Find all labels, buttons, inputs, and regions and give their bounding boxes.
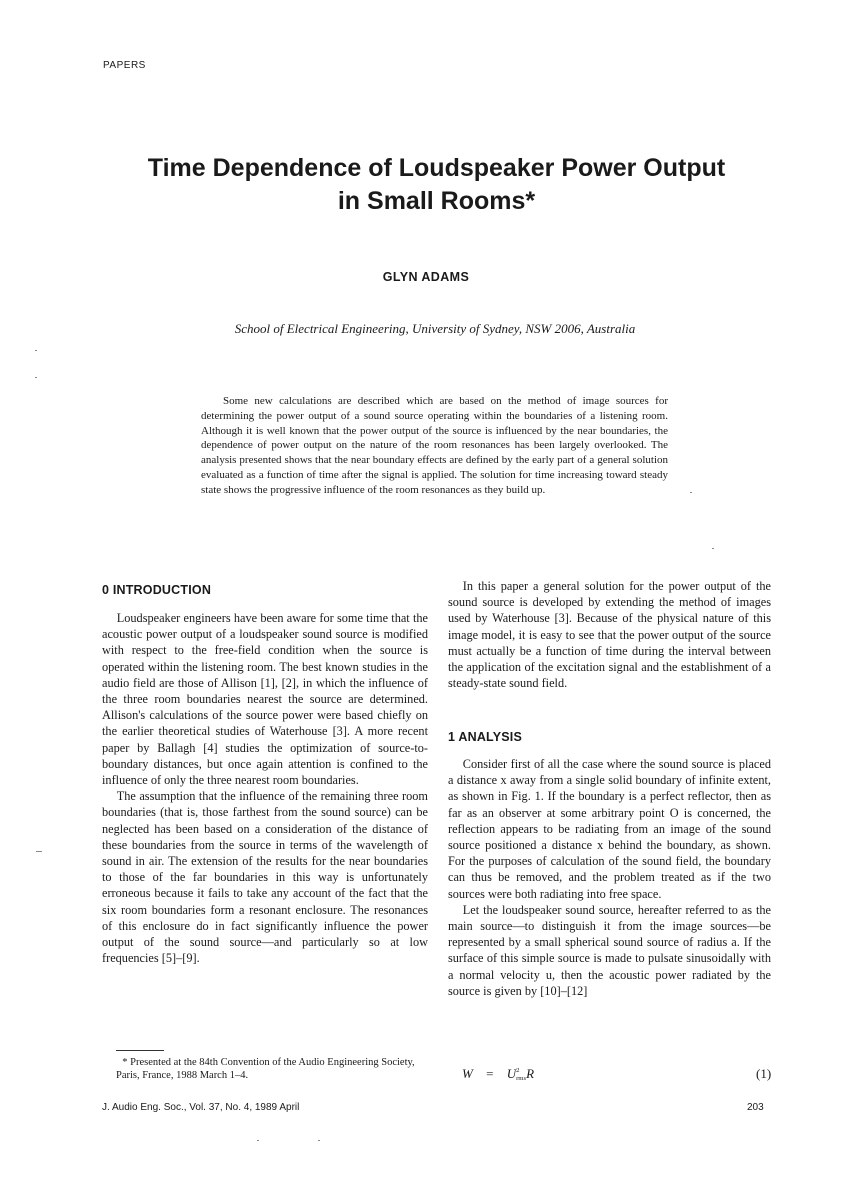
equation-lhs: W (462, 1066, 473, 1081)
equation-u: U (506, 1066, 517, 1081)
intro-paragraph-1: Loudspeaker engineers have been aware for some time that the acoustic power output of a loudspeaker sound source is modified with respect to the free-field condition when the source is operated within the listening room. The best known studies in the audio field are those of Allison [1], [2], in which the influence of the three room boundaries nearest the source are determined. Allison's calculations of the source power were based chiefly on the earlier theoretical studies of Waterhouse [3]. A more recent paper by Ballagh [4] studies the optimization of source-to-boundary distances, but once again attention is confined to the influence of only the three nearest room boundaries. (102, 611, 428, 788)
title-line-2: in Small Rooms* (337, 187, 536, 215)
equation-superscript: 2 (516, 1067, 520, 1075)
footnote: * Presented at the 84th Convention of the Audio Engineering Society, Paris, France, 1988 March 1–4. (116, 1057, 415, 1081)
scan-speck (35, 377, 37, 378)
scan-speck (36, 851, 42, 852)
scan-speck (35, 350, 37, 351)
equation-1 (462, 1066, 534, 1083)
running-head: PAPERS (103, 60, 146, 71)
right-column-analysis (448, 756, 771, 999)
analysis-heading: 1 ANALYSIS (448, 730, 523, 744)
left-column (102, 610, 428, 966)
equation-r: R (526, 1066, 535, 1081)
equation-equals: = (486, 1066, 494, 1081)
scan-speck (690, 492, 692, 493)
scan-speck (712, 548, 714, 549)
scan-speck (257, 1140, 259, 1141)
author: GLYN ADAMS (382, 270, 470, 284)
title-line-1: Time Dependence of Loudspeaker Power Output (147, 154, 726, 182)
intro-heading: 0 INTRODUCTION (102, 583, 212, 597)
affiliation: School of Electrical Engineering, University of Sydney, NSW 2006, Australia (234, 321, 636, 336)
intro-paragraph-3: In this paper a general solution for the power output of the sound source is developed by extending the method of images used by Waterhouse [3]. Because of the physical nature of this image model, it is easy to see that the power output of the source must actually be a function of time during the interval between the application of the excitation signal and the establishment of a steady-state sound field. (448, 579, 771, 691)
intro-paragraph-2: The assumption that the influence of the remaining three room boundaries (that is, those farthest from the sound source) can be neglected has been based on a consideration of the distance of these boundaries from the source in terms of the wavelength of sound in air. The extension of the results for the near boundaries to those of the far boundaries in this way is unfortunately erroneous because it fails to take any account of the fact that the six room boundaries form a resonant enclosure. The resonances of this enclosure do in fact significantly influence the power output of the sound source—and particularly so at low frequencies [5]–[9]. (102, 789, 428, 966)
abstract: Some new calculations are described which are based on the method of image sources for determining the power output of a sound source operating within the boundaries of a listening room. Although it is well known that the power output of the source is influenced by the near boundaries, the dependence of power output on the nature of the room resonances has been largely overlooked. The analysis presented shows that the near boundary effects are defined by the early part of a general solution evaluated as a function of time after the signal is applied. The solution for time increasing toward steady state shows the progressive influence of the room resonances as they build up. (201, 395, 668, 496)
scan-speck (318, 1140, 320, 1141)
analysis-paragraph-2: Let the loudspeaker sound source, hereafter referred to as the main source—to distinguish it from the image sources—be represented by a small spherical sound source of radius a. If the surface of this simple source is made to pulsate sinusoidally with a normal velocity u, then the acoustic power radiated by the source is given by [10]–[12] (448, 902, 771, 998)
right-column-intro (448, 578, 771, 691)
paper-title (80, 152, 793, 218)
analysis-paragraph-1: Consider first of all the case where the sound source is placed a distance x away from a single solid boundary of infinite extent, as shown in Fig. 1. If the boundary is a perfect reflector, then as far as an observer at some arbitrary point O is concerned, the reflection appears to be radiating from an image of the sound source positioned a distance x behind the boundary, as shown. For the purposes of calculation of the sound field, the boundary can thus be removed, and the problem treated as if the two sources were both radiating into free space. (448, 757, 771, 901)
equation-number: (1) (756, 1066, 772, 1081)
journal-citation: J. Audio Eng. Soc., Vol. 37, No. 4, 1989 April (102, 1102, 300, 1113)
footnote-rule (116, 1050, 164, 1051)
page-number: 203 (747, 1102, 764, 1113)
equation-subscript: rms (516, 1075, 527, 1083)
